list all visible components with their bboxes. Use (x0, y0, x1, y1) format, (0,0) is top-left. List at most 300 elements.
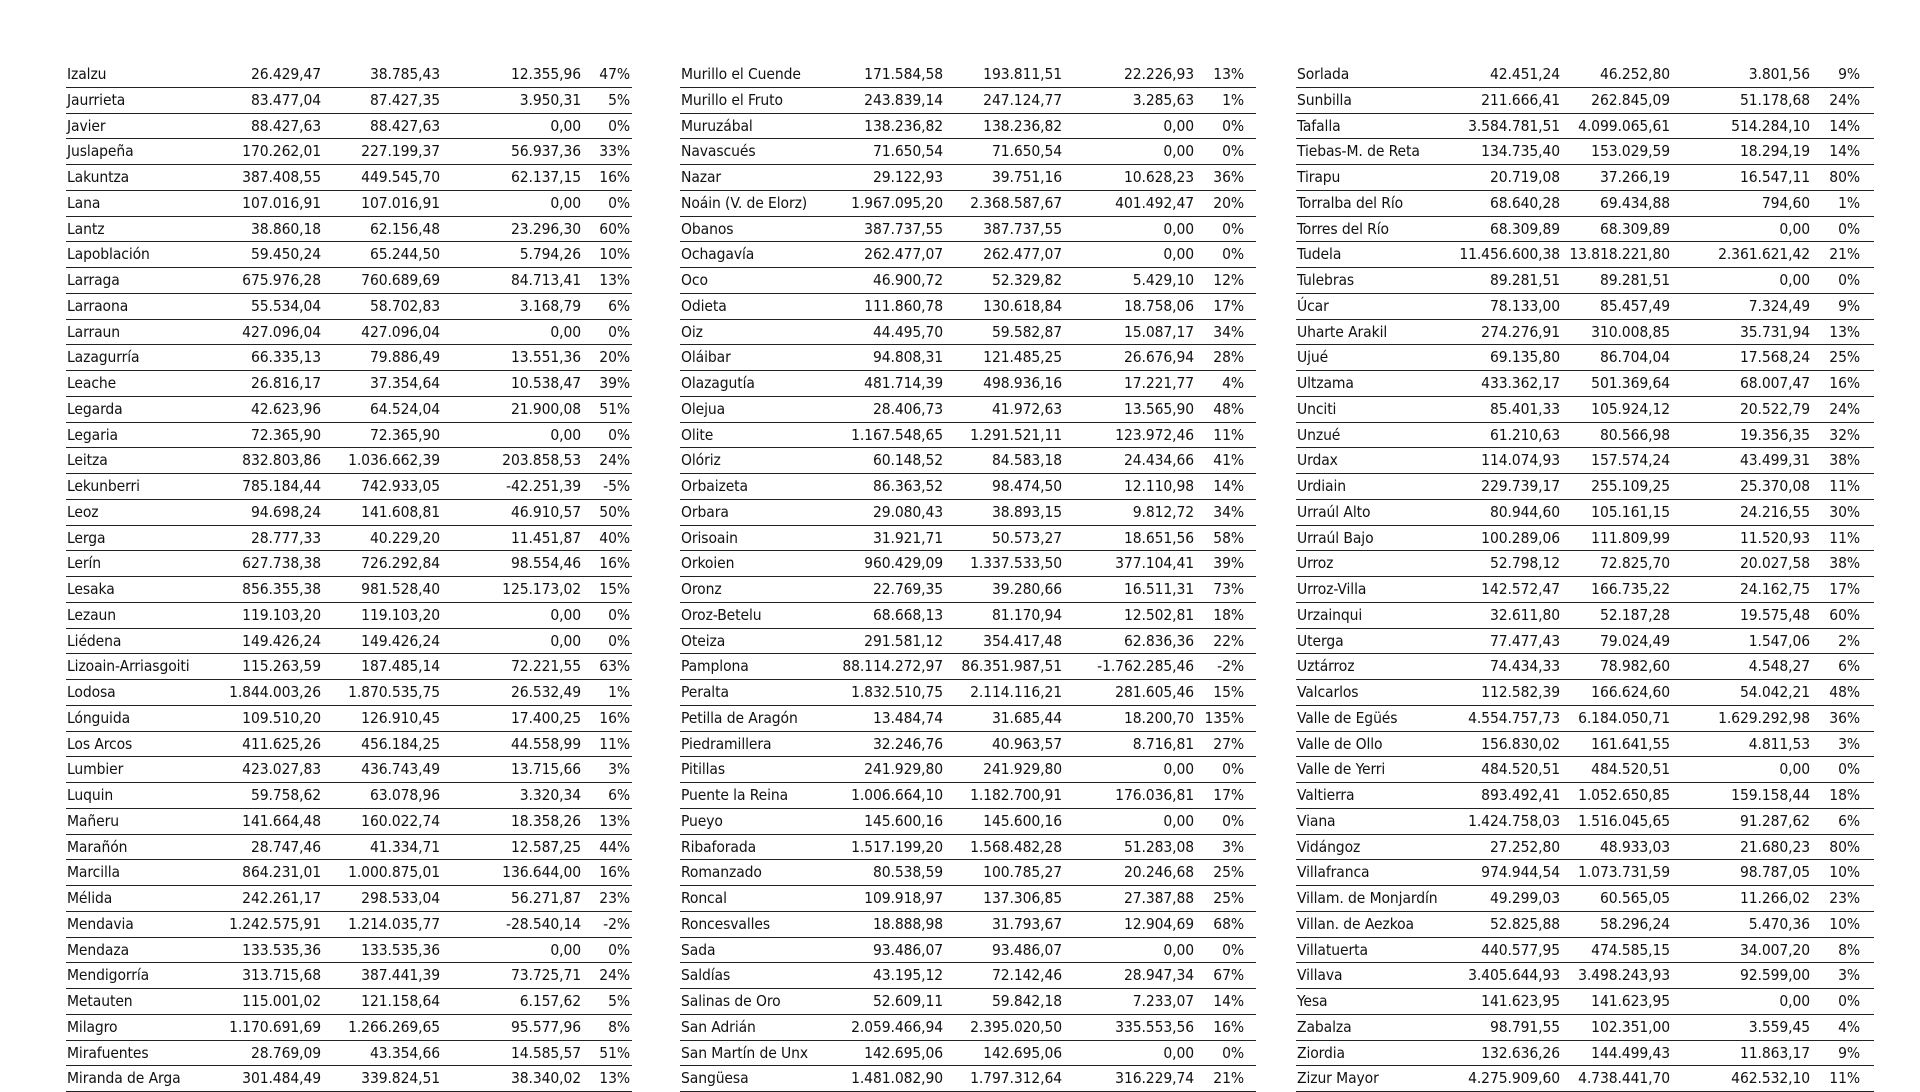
value-previous: 29.122,93 (872, 168, 943, 186)
municipality-name: San Martín de Unx (681, 1043, 809, 1062)
value-previous: 243.839,14 (864, 90, 943, 109)
percent-change: 39% (599, 374, 630, 392)
table-row (66, 114, 632, 140)
percent-change: 14% (1213, 477, 1244, 495)
difference: 5.794,26 (519, 245, 581, 264)
table-row (680, 139, 1256, 165)
percent-change: 13% (1829, 322, 1860, 341)
value-current: 63.078,96 (369, 786, 440, 804)
value-previous: 138.236,82 (864, 116, 943, 135)
table-row (66, 345, 632, 371)
percent-change: 11% (599, 734, 630, 753)
percent-change: 3% (1838, 734, 1860, 753)
municipality-name: Leoz (67, 502, 99, 521)
value-previous: 1.517.199,20 (851, 837, 943, 856)
value-previous: 484.520,51 (1481, 760, 1560, 779)
difference: 136.644,00 (502, 863, 581, 882)
value-current: 1.073.731,59 (1578, 863, 1670, 882)
municipality-name: Zizur Mayor (1297, 1069, 1379, 1088)
municipality-name: Mañeru (67, 811, 119, 830)
percent-change: 11% (1213, 425, 1244, 444)
difference: 28.947,34 (1123, 966, 1194, 985)
value-current: 64.524,04 (369, 399, 440, 418)
municipality-name: Villan. de Aezkoa (1297, 914, 1414, 933)
value-current: 3.498.243,93 (1578, 966, 1670, 985)
difference: 5.470,36 (1748, 914, 1810, 933)
difference: 316.229,74 (1115, 1069, 1194, 1088)
table-row (1296, 706, 1874, 732)
value-previous: 423.027,83 (242, 760, 321, 779)
value-current: 1.052.650,85 (1578, 786, 1670, 804)
value-current: 484.520,51 (1591, 760, 1670, 779)
table-row (1296, 835, 1874, 861)
municipality-name: Pamplona (681, 657, 749, 676)
table-row (1296, 860, 1874, 886)
municipality-name: Viana (1297, 811, 1336, 830)
value-current: 1.036.662,39 (348, 451, 440, 470)
percent-change: 16% (1213, 1017, 1244, 1036)
value-current: 72.825,70 (1599, 554, 1670, 573)
table-row (1296, 963, 1874, 989)
table-row (66, 809, 632, 835)
table-row (66, 526, 632, 552)
percent-change: 0% (1222, 1043, 1244, 1062)
municipality-name: Jaurrieta (67, 90, 126, 109)
difference: 56.937,36 (510, 142, 581, 161)
value-previous: 77.477,43 (1489, 631, 1560, 650)
difference: 0,00 (550, 322, 581, 341)
table-row (1296, 732, 1874, 758)
table-row (680, 603, 1256, 629)
table-row (66, 191, 632, 217)
difference: 9.812,72 (1132, 502, 1194, 521)
municipality-name: Milagro (67, 1017, 118, 1036)
table-row (66, 551, 632, 577)
percent-change: 33% (599, 142, 630, 161)
difference: 19.356,35 (1739, 425, 1810, 444)
municipality-name: Roncal (681, 889, 727, 907)
municipality-name: Oteiza (681, 631, 726, 650)
percent-change: 39% (1213, 554, 1244, 573)
value-previous: 1.832.510,75 (851, 683, 943, 701)
value-current: 387.441,39 (361, 966, 440, 985)
percent-change: 13% (599, 271, 630, 289)
value-previous: 1.167.548,65 (851, 425, 943, 444)
municipality-name: Úcar (1297, 296, 1329, 315)
value-previous: 74.434,33 (1489, 657, 1560, 676)
table-row (1296, 139, 1874, 165)
value-previous: 18.888,98 (872, 914, 943, 933)
difference: 18.758,06 (1123, 296, 1194, 315)
municipality-name: Larraun (67, 322, 121, 341)
municipality-name: Urroz (1297, 554, 1334, 573)
municipality-name: Tulebras (1297, 271, 1355, 289)
table-row (66, 397, 632, 423)
municipality-name: Puente la Reina (681, 786, 789, 804)
value-current: 501.369,64 (1591, 374, 1670, 392)
municipality-name: Tiebas-M. de Reta (1297, 142, 1420, 161)
percent-change: 15% (599, 580, 630, 598)
percent-change: 13% (1213, 65, 1244, 83)
difference: 401.492,47 (1115, 193, 1194, 212)
table-row (1296, 629, 1874, 655)
percent-change: 20% (599, 348, 630, 367)
table-row (1296, 345, 1874, 371)
difference: 26.532,49 (510, 683, 581, 701)
difference: 12.904,69 (1123, 914, 1194, 933)
value-current: 65.244,50 (369, 245, 440, 264)
difference: 17.400,25 (510, 708, 581, 727)
municipality-name: Valle de Yerri (1297, 760, 1386, 779)
difference: 26.676,94 (1123, 348, 1194, 367)
value-previous: 411.625,26 (242, 734, 321, 753)
table-row (680, 268, 1256, 294)
value-previous: 1.481.082,90 (851, 1069, 943, 1088)
municipality-name: Lantz (67, 219, 105, 238)
value-previous: 42.623,96 (250, 399, 321, 418)
percent-change: 0% (1222, 142, 1244, 161)
difference: 98.787,05 (1739, 863, 1810, 882)
value-current: 72.142,46 (991, 966, 1062, 985)
percent-change: 23% (599, 889, 630, 907)
municipality-name: Lerga (67, 528, 106, 547)
value-previous: 132.636,26 (1481, 1043, 1560, 1062)
difference: -28.540,14 (506, 914, 581, 933)
value-previous: 149.426,24 (242, 631, 321, 650)
table-row (680, 654, 1256, 680)
value-current: 339.824,51 (361, 1069, 440, 1088)
difference: 16.511,31 (1123, 580, 1194, 598)
value-previous: 28.406,73 (872, 399, 943, 418)
municipality-name: Romanzado (681, 863, 762, 882)
difference: 0,00 (1779, 760, 1810, 779)
value-current: 161.641,55 (1591, 734, 1670, 753)
difference: 7.324,49 (1748, 296, 1810, 315)
value-current: 107.016,91 (361, 193, 440, 212)
difference: 125.173,02 (502, 580, 581, 598)
table-row (680, 886, 1256, 912)
percent-change: 0% (1222, 116, 1244, 135)
percent-change: 4% (1222, 374, 1244, 392)
municipality-name: Leitza (67, 451, 108, 470)
difference: 8.716,81 (1132, 734, 1194, 753)
percent-change: 0% (608, 322, 630, 341)
percent-change: 0% (608, 116, 630, 135)
value-current: 1.000.875,01 (348, 863, 440, 882)
value-current: 255.109,25 (1591, 477, 1670, 495)
value-current: 40.963,57 (991, 734, 1062, 753)
table-row (1296, 423, 1874, 449)
value-current: 1.291.521,11 (970, 425, 1062, 444)
value-previous: 481.714,39 (864, 374, 943, 392)
table-row (1296, 62, 1874, 88)
value-current: 68.309,89 (1599, 219, 1670, 238)
percent-change: 36% (1829, 708, 1860, 727)
value-current: 153.029,59 (1591, 142, 1670, 161)
value-previous: 3.405.644,93 (1468, 966, 1560, 985)
difference: 35.731,94 (1739, 322, 1810, 341)
difference: 24.216,55 (1739, 502, 1810, 521)
value-current: 1.182.700,91 (970, 786, 1062, 804)
municipality-name: Olóriz (681, 451, 721, 470)
table-row (680, 1066, 1256, 1092)
value-previous: 229.739,17 (1481, 477, 1560, 495)
table-row (66, 139, 632, 165)
value-current: 43.354,66 (369, 1043, 440, 1062)
difference: 38.340,02 (510, 1069, 581, 1088)
value-previous: 22.769,35 (872, 580, 943, 598)
municipality-name: Mélida (67, 889, 113, 907)
value-previous: 42.451,24 (1489, 65, 1560, 83)
value-current: 38.893,15 (991, 502, 1062, 521)
percent-change: 20% (1213, 193, 1244, 212)
value-current: 59.842,18 (991, 992, 1062, 1010)
value-current: 81.170,94 (991, 605, 1062, 624)
table-row (66, 371, 632, 397)
percent-change: 24% (599, 966, 630, 985)
municipality-name: Oláibar (681, 348, 731, 367)
percent-change: 44% (599, 837, 630, 856)
percent-change: 41% (1213, 451, 1244, 470)
table-row (680, 989, 1256, 1015)
table-row (680, 680, 1256, 706)
percent-change: 17% (1213, 296, 1244, 315)
percent-change: 0% (1838, 271, 1860, 289)
municipality-name: Lodosa (67, 683, 116, 701)
municipality-name: Lekunberri (67, 477, 140, 495)
value-current: 31.793,67 (991, 914, 1062, 933)
value-previous: 241.929,80 (864, 760, 943, 779)
percent-change: 10% (599, 245, 630, 264)
municipality-name: Urdiain (1297, 477, 1346, 495)
table-row (680, 706, 1256, 732)
municipality-name: Lizoain-Arriasgoiti (67, 657, 190, 676)
value-previous: 52.609,11 (872, 992, 943, 1010)
table-row (66, 989, 632, 1015)
table-row (1296, 886, 1874, 912)
table-row (680, 88, 1256, 114)
percent-change: 15% (1213, 683, 1244, 701)
municipality-name: Lapoblación (67, 245, 150, 264)
table-row (66, 603, 632, 629)
value-current: 1.214.035,77 (348, 914, 440, 933)
percent-change: 5% (608, 90, 630, 109)
percent-change: 67% (1213, 966, 1244, 985)
value-current: 121.158,64 (361, 992, 440, 1010)
difference: 13.565,90 (1123, 399, 1194, 418)
municipality-name: Urraúl Alto (1297, 502, 1371, 521)
table-row (680, 345, 1256, 371)
value-current: 2.368.587,67 (970, 193, 1062, 212)
difference: 3.801,56 (1748, 65, 1810, 83)
percent-change: 13% (599, 811, 630, 830)
value-previous: 427.096,04 (242, 322, 321, 341)
value-current: 69.434,88 (1599, 193, 1670, 212)
value-previous: 675.976,28 (242, 271, 321, 289)
difference: 0,00 (1779, 992, 1810, 1010)
percent-change: 40% (599, 528, 630, 547)
municipality-name: Legaria (67, 425, 118, 444)
difference: 3.285,63 (1132, 90, 1194, 109)
table-row (66, 860, 632, 886)
table-row (1296, 526, 1874, 552)
municipality-name: Murillo el Fruto (681, 90, 783, 109)
difference: 5.429,10 (1132, 271, 1194, 289)
table-row (66, 320, 632, 346)
percent-change: 16% (599, 708, 630, 727)
value-previous: 100.289,06 (1481, 528, 1560, 547)
value-current: 354.417,48 (983, 631, 1062, 650)
value-previous: 28.777,33 (250, 528, 321, 547)
table-row (1296, 191, 1874, 217)
table-row (1296, 242, 1874, 268)
value-previous: 83.477,04 (250, 90, 321, 109)
value-current: 387.737,55 (983, 219, 1062, 238)
value-previous: 49.299,03 (1489, 889, 1560, 907)
difference: 1.547,06 (1748, 631, 1810, 650)
difference: 12.355,96 (510, 65, 581, 83)
table-row (1296, 680, 1874, 706)
value-current: 89.281,51 (1599, 271, 1670, 289)
table-row (66, 912, 632, 938)
percent-change: 38% (1829, 554, 1860, 573)
value-current: 1.870.535,75 (348, 683, 440, 701)
value-previous: 893.492,41 (1481, 786, 1560, 804)
value-current: 6.184.050,71 (1578, 708, 1670, 727)
value-current: 449.545,70 (361, 168, 440, 186)
table-row (680, 62, 1256, 88)
municipality-name: Orbaizeta (681, 477, 748, 495)
table-row (66, 835, 632, 861)
difference: 20.027,58 (1739, 554, 1810, 573)
difference: 43.499,31 (1739, 451, 1810, 470)
difference: 91.287,62 (1739, 811, 1810, 830)
value-previous: 28.747,46 (250, 837, 321, 856)
table-row (1296, 217, 1874, 243)
value-current: 80.566,98 (1599, 425, 1670, 444)
municipality-name: Torres del Río (1297, 219, 1389, 238)
difference: 0,00 (1163, 219, 1194, 238)
table-row (680, 165, 1256, 191)
value-current: 52.329,82 (991, 271, 1062, 289)
municipality-name: Oiz (681, 322, 703, 341)
difference: 159.158,44 (1731, 786, 1810, 804)
value-current: 726.292,84 (361, 554, 440, 573)
value-current: 59.582,87 (991, 322, 1062, 341)
percent-change: 50% (599, 502, 630, 521)
value-previous: 78.133,00 (1489, 296, 1560, 315)
value-previous: 13.484,74 (872, 708, 943, 727)
value-current: 981.528,40 (361, 580, 440, 598)
value-previous: 31.921,71 (872, 528, 943, 547)
percent-change: 16% (599, 168, 630, 186)
value-previous: 1.424.758,03 (1468, 811, 1560, 830)
municipality-name: Uharte Arakil (1297, 322, 1388, 341)
table-row (1296, 938, 1874, 964)
percent-change: 3% (1838, 966, 1860, 985)
value-previous: 28.769,09 (250, 1043, 321, 1062)
table-row (1296, 397, 1874, 423)
value-previous: 134.735,40 (1481, 142, 1560, 161)
value-previous: 68.309,89 (1489, 219, 1560, 238)
percent-change: 13% (599, 1069, 630, 1088)
percent-change: 0% (608, 631, 630, 650)
value-previous: 109.510,20 (242, 708, 321, 727)
table-row (1296, 500, 1874, 526)
value-current: 298.533,04 (361, 889, 440, 907)
value-current: 79.886,49 (369, 348, 440, 367)
value-current: 121.485,25 (983, 348, 1062, 367)
percent-change: 80% (1829, 168, 1860, 186)
value-current: 87.427,35 (369, 90, 440, 109)
table-row (1296, 268, 1874, 294)
value-previous: 3.584.781,51 (1468, 116, 1560, 135)
value-current: 1.337.533,50 (970, 554, 1062, 573)
value-previous: 211.666,41 (1481, 90, 1560, 109)
value-previous: 98.791,55 (1489, 1017, 1560, 1036)
difference: 0,00 (1779, 219, 1810, 238)
value-current: 38.785,43 (369, 65, 440, 83)
value-current: 119.103,20 (361, 605, 440, 624)
difference: 123.972,46 (1115, 425, 1194, 444)
value-previous: 61.210,63 (1489, 425, 1560, 444)
difference: 0,00 (550, 940, 581, 959)
table-row (680, 912, 1256, 938)
table-column-1 (66, 62, 632, 1092)
table-row (1296, 474, 1874, 500)
percent-change: 1% (608, 683, 630, 701)
difference: 62.137,15 (510, 168, 581, 186)
difference: 16.547,11 (1739, 168, 1810, 186)
percent-change: 21% (1829, 245, 1860, 264)
difference: -1.762.285,46 (1097, 657, 1194, 676)
table-row (680, 551, 1256, 577)
percent-change: 5% (608, 992, 630, 1010)
percent-change: -2% (603, 914, 630, 933)
table-row (1296, 1015, 1874, 1041)
difference: 12.502,81 (1123, 605, 1194, 624)
value-current: 742.933,05 (361, 477, 440, 495)
table-row (1296, 989, 1874, 1015)
value-current: 102.351,00 (1591, 1017, 1670, 1036)
value-previous: 291.581,12 (864, 631, 943, 650)
difference: 3.320,34 (519, 786, 581, 804)
table-row (1296, 654, 1874, 680)
value-current: 72.365,90 (369, 425, 440, 444)
municipality-name: Piedramillera (681, 734, 772, 753)
percent-change: 0% (1838, 992, 1860, 1010)
value-previous: 960.429,09 (864, 554, 943, 573)
difference: 3.559,45 (1748, 1017, 1810, 1036)
difference: 0,00 (550, 631, 581, 650)
difference: 84.713,41 (510, 271, 581, 289)
table-row (1296, 320, 1874, 346)
percent-change: 25% (1829, 348, 1860, 367)
value-current: 37.354,64 (369, 374, 440, 392)
value-previous: 133.535,36 (242, 940, 321, 959)
value-current: 166.624,60 (1591, 683, 1670, 701)
difference: 0,00 (1163, 245, 1194, 264)
percent-change: 48% (1829, 683, 1860, 701)
table-row (66, 242, 632, 268)
difference: 10.538,47 (510, 374, 581, 392)
percent-change: 30% (1829, 502, 1860, 521)
percent-change: 11% (1829, 477, 1860, 495)
municipality-name: Valtierra (1297, 786, 1355, 804)
value-current: 1.266.269,65 (348, 1017, 440, 1036)
percent-change: 14% (1829, 142, 1860, 161)
table-row (1296, 1066, 1874, 1092)
